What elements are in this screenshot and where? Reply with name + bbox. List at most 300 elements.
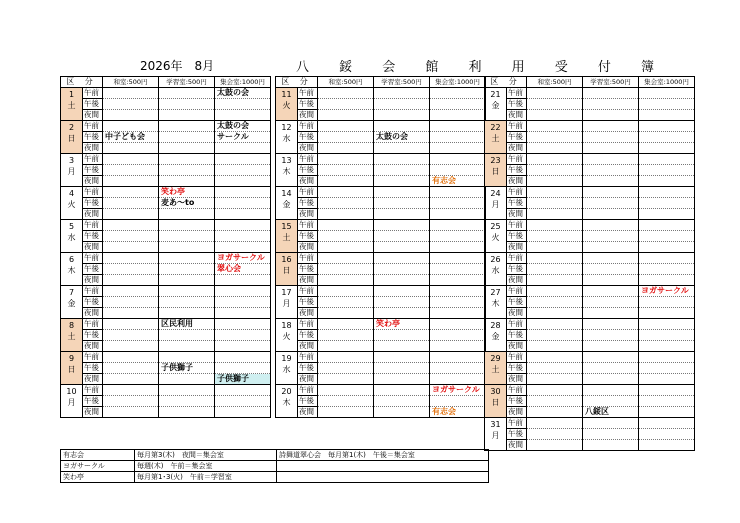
reservation-cell[interactable] <box>639 99 695 110</box>
reservation-cell[interactable] <box>639 209 695 220</box>
reservation-cell[interactable] <box>583 99 639 110</box>
period-label: 午前 <box>298 121 318 132</box>
day-cell <box>485 286 507 319</box>
reservation-cell[interactable] <box>159 154 215 165</box>
reservation-cell[interactable] <box>527 319 583 330</box>
reservation-cell[interactable] <box>215 110 271 121</box>
reservation-cell[interactable] <box>374 396 430 407</box>
reservation-cell[interactable] <box>318 330 374 341</box>
reservation-cell[interactable] <box>318 231 374 242</box>
reservation-cell[interactable] <box>430 275 486 286</box>
reservation-cell[interactable] <box>215 341 271 352</box>
reservation-cell[interactable] <box>639 418 695 429</box>
reservation-cell[interactable] <box>527 143 583 154</box>
reservation-cell[interactable] <box>159 165 215 176</box>
reservation-cell[interactable] <box>318 352 374 363</box>
reservation-cell[interactable] <box>527 187 583 198</box>
reservation-cell[interactable] <box>215 319 271 330</box>
reservation-cell[interactable] <box>374 341 430 352</box>
reservation-cell[interactable]: ヨガサークル <box>215 253 271 264</box>
reservation-cell[interactable] <box>527 209 583 220</box>
reservation-cell[interactable] <box>318 154 374 165</box>
period-label: 午前 <box>298 352 318 363</box>
reservation-cell[interactable] <box>430 264 486 275</box>
reservation-cell[interactable] <box>430 319 486 330</box>
table-row <box>61 374 271 385</box>
reservation-cell[interactable] <box>583 341 639 352</box>
reservation-cell[interactable] <box>159 275 215 286</box>
reservation-cell[interactable] <box>583 396 639 407</box>
reservation-cell[interactable] <box>639 253 695 264</box>
reservation-cell[interactable] <box>215 143 271 154</box>
reservation-cell[interactable] <box>159 176 215 187</box>
reservation-cell[interactable] <box>583 121 639 132</box>
reservation-cell[interactable] <box>583 330 639 341</box>
reservation-cell[interactable] <box>215 385 271 396</box>
reservation-cell[interactable] <box>583 385 639 396</box>
reservation-cell[interactable] <box>374 385 430 396</box>
reservation-cell[interactable] <box>103 187 159 198</box>
reservation-cell[interactable] <box>318 242 374 253</box>
reservation-cell[interactable] <box>103 308 159 319</box>
reservation-cell[interactable] <box>527 220 583 231</box>
reservation-cell[interactable] <box>374 88 430 99</box>
reservation-cell[interactable] <box>103 209 159 220</box>
reservation-cell[interactable] <box>430 187 486 198</box>
reservation-cell[interactable] <box>318 165 374 176</box>
reservation-cell[interactable] <box>374 264 430 275</box>
reservation-cell[interactable] <box>215 198 271 209</box>
reservation-cell[interactable] <box>583 319 639 330</box>
reservation-cell[interactable] <box>583 308 639 319</box>
reservation-cell[interactable] <box>374 407 430 418</box>
reservation-cell[interactable] <box>374 352 430 363</box>
table-row <box>61 198 271 209</box>
reservation-cell[interactable] <box>583 132 639 143</box>
reservation-cell[interactable] <box>318 319 374 330</box>
reservation-cell[interactable] <box>103 88 159 99</box>
reservation-cell[interactable] <box>318 121 374 132</box>
reservation-cell[interactable] <box>527 396 583 407</box>
reservation-cell[interactable] <box>527 176 583 187</box>
reservation-cell[interactable] <box>583 220 639 231</box>
reservation-cell[interactable] <box>103 264 159 275</box>
reservation-cell[interactable] <box>639 220 695 231</box>
reservation-cell[interactable] <box>639 132 695 143</box>
reservation-cell[interactable] <box>430 341 486 352</box>
reservation-cell[interactable] <box>527 231 583 242</box>
reservation-cell[interactable]: 子供獅子 <box>159 363 215 374</box>
reservation-cell[interactable] <box>103 374 159 385</box>
table-row <box>485 209 695 220</box>
reservation-cell[interactable] <box>374 297 430 308</box>
reservation-cell[interactable] <box>639 352 695 363</box>
reservation-cell[interactable] <box>215 231 271 242</box>
reservation-cell[interactable] <box>103 341 159 352</box>
reservation-cell[interactable] <box>639 330 695 341</box>
reservation-cell[interactable] <box>430 330 486 341</box>
period-label: 午前 <box>298 253 318 264</box>
reservation-cell[interactable] <box>103 242 159 253</box>
reservation-cell[interactable] <box>639 275 695 286</box>
reservation-cell[interactable] <box>374 308 430 319</box>
period-label: 午後 <box>83 264 103 275</box>
reservation-cell[interactable] <box>159 308 215 319</box>
reservation-cell[interactable] <box>374 143 430 154</box>
reservation-cell[interactable] <box>527 374 583 385</box>
reservation-cell[interactable] <box>159 110 215 121</box>
reservation-cell[interactable] <box>374 99 430 110</box>
reservation-cell[interactable] <box>215 396 271 407</box>
reservation-cell[interactable] <box>103 154 159 165</box>
reservation-cell[interactable] <box>103 352 159 363</box>
reservation-cell[interactable] <box>639 176 695 187</box>
reservation-cell[interactable] <box>639 385 695 396</box>
reservation-cell[interactable] <box>318 286 374 297</box>
reservation-cell[interactable] <box>215 165 271 176</box>
reservation-cell[interactable] <box>318 275 374 286</box>
reservation-cell[interactable] <box>215 297 271 308</box>
reservation-cell[interactable] <box>215 363 271 374</box>
day-number: 28 <box>490 321 501 330</box>
reservation-cell[interactable] <box>639 407 695 418</box>
reservation-cell[interactable] <box>583 176 639 187</box>
reservation-cell[interactable]: 八鋖区 <box>583 407 639 418</box>
reservation-cell[interactable] <box>318 407 374 418</box>
reservation-cell[interactable] <box>159 242 215 253</box>
reservation-cell[interactable] <box>103 286 159 297</box>
day-of-week: 土 <box>282 233 291 242</box>
reservation-cell[interactable] <box>583 88 639 99</box>
reservation-cell[interactable] <box>527 352 583 363</box>
reservation-cell[interactable] <box>215 286 271 297</box>
reservation-cell[interactable] <box>430 231 486 242</box>
reservation-cell[interactable] <box>215 99 271 110</box>
reservation-cell[interactable] <box>430 132 486 143</box>
reservation-cell[interactable] <box>103 143 159 154</box>
reservation-cell[interactable] <box>527 440 583 451</box>
reservation-cell[interactable] <box>527 165 583 176</box>
reservation-cell[interactable] <box>374 187 430 198</box>
reservation-cell[interactable]: 有志会 <box>430 407 486 418</box>
reservation-cell[interactable] <box>374 110 430 121</box>
reservation-cell[interactable] <box>430 165 486 176</box>
reservation-cell[interactable] <box>527 286 583 297</box>
reservation-cell[interactable] <box>527 429 583 440</box>
reservation-cell[interactable] <box>318 385 374 396</box>
reservation-cell[interactable]: サークル <box>215 132 271 143</box>
reservation-cell[interactable] <box>583 352 639 363</box>
reservation-cell[interactable] <box>318 297 374 308</box>
reservation-cell[interactable] <box>639 264 695 275</box>
reservation-cell[interactable] <box>430 209 486 220</box>
reservation-cell[interactable] <box>639 396 695 407</box>
reservation-cell[interactable] <box>215 187 271 198</box>
reservation-cell[interactable] <box>103 176 159 187</box>
reservation-cell[interactable] <box>159 132 215 143</box>
reservation-cell[interactable] <box>583 374 639 385</box>
reservation-cell[interactable] <box>430 121 486 132</box>
day-of-week: 火 <box>282 332 291 341</box>
reservation-cell[interactable] <box>430 198 486 209</box>
reservation-cell[interactable] <box>583 363 639 374</box>
reservation-cell[interactable] <box>103 297 159 308</box>
reservation-cell[interactable] <box>374 253 430 264</box>
reservation-cell[interactable] <box>583 297 639 308</box>
reservation-cell[interactable] <box>159 407 215 418</box>
reservation-cell[interactable]: 中子ども会 <box>103 132 159 143</box>
period-label: 夜間 <box>298 143 318 154</box>
reservation-cell[interactable] <box>583 231 639 242</box>
reservation-cell[interactable] <box>430 154 486 165</box>
reservation-cell[interactable] <box>159 264 215 275</box>
reservation-cell[interactable] <box>639 308 695 319</box>
reservation-cell[interactable] <box>430 110 486 121</box>
reservation-cell[interactable] <box>527 418 583 429</box>
reservation-cell[interactable] <box>318 341 374 352</box>
reservation-cell[interactable] <box>527 407 583 418</box>
reservation-cell[interactable] <box>159 88 215 99</box>
reservation-cell[interactable] <box>583 165 639 176</box>
reservation-cell[interactable] <box>430 297 486 308</box>
period-label: 午後 <box>83 297 103 308</box>
reservation-cell[interactable] <box>159 231 215 242</box>
reservation-cell[interactable] <box>430 286 486 297</box>
reservation-cell[interactable] <box>159 330 215 341</box>
reservation-cell[interactable] <box>639 363 695 374</box>
reservation-cell[interactable] <box>159 385 215 396</box>
reservation-cell[interactable] <box>639 440 695 451</box>
reservation-cell[interactable]: 麦あ～to <box>159 198 215 209</box>
table-row <box>276 264 486 275</box>
reservation-cell[interactable] <box>318 264 374 275</box>
reservation-cell[interactable] <box>527 275 583 286</box>
reservation-cell[interactable] <box>527 198 583 209</box>
reservation-cell[interactable] <box>374 286 430 297</box>
reservation-cell[interactable] <box>215 407 271 418</box>
reservation-cell[interactable] <box>318 132 374 143</box>
reservation-cell[interactable] <box>103 330 159 341</box>
reservation-cell[interactable]: 笑わ亭 <box>374 319 430 330</box>
reservation-cell[interactable] <box>430 220 486 231</box>
day-number: 30 <box>490 387 501 396</box>
reservation-cell[interactable] <box>583 110 639 121</box>
reservation-cell[interactable] <box>527 154 583 165</box>
reservation-cell[interactable] <box>103 407 159 418</box>
reservation-cell[interactable] <box>159 143 215 154</box>
reservation-cell[interactable] <box>583 418 639 429</box>
reservation-cell[interactable] <box>430 396 486 407</box>
table-row <box>61 286 271 297</box>
reservation-cell[interactable] <box>639 297 695 308</box>
reservation-cell[interactable] <box>527 363 583 374</box>
reservation-cell[interactable] <box>318 99 374 110</box>
reservation-cell[interactable] <box>103 198 159 209</box>
reservation-cell[interactable] <box>430 363 486 374</box>
reservation-cell[interactable] <box>583 253 639 264</box>
reservation-cell[interactable]: 太鼓の会 <box>215 88 271 99</box>
reservation-cell[interactable] <box>527 341 583 352</box>
reservation-cell[interactable] <box>374 220 430 231</box>
reservation-cell[interactable] <box>430 308 486 319</box>
reservation-cell[interactable] <box>430 242 486 253</box>
reservation-cell[interactable] <box>159 220 215 231</box>
reservation-cell[interactable] <box>215 242 271 253</box>
reservation-cell[interactable] <box>318 253 374 264</box>
reservation-cell[interactable] <box>639 242 695 253</box>
reservation-cell[interactable] <box>103 396 159 407</box>
reservation-cell[interactable] <box>527 132 583 143</box>
reservation-cell[interactable] <box>374 121 430 132</box>
reservation-cell[interactable] <box>430 253 486 264</box>
reservation-cell[interactable]: 翠心会 <box>215 264 271 275</box>
reservation-cell[interactable] <box>159 341 215 352</box>
reservation-cell[interactable] <box>103 99 159 110</box>
reservation-cell[interactable] <box>639 165 695 176</box>
reservation-cell[interactable] <box>430 374 486 385</box>
reservation-cell[interactable] <box>639 319 695 330</box>
period-label: 午後 <box>83 231 103 242</box>
reservation-cell[interactable]: ヨガサークル <box>430 385 486 396</box>
day-cell <box>61 88 83 121</box>
reservation-cell[interactable]: 太鼓の会 <box>374 132 430 143</box>
reservation-cell[interactable] <box>318 374 374 385</box>
reservation-cell[interactable] <box>527 99 583 110</box>
shukai-header: 集会室:1000円 <box>639 77 695 88</box>
reservation-cell[interactable] <box>318 176 374 187</box>
reservation-cell[interactable] <box>639 110 695 121</box>
reservation-cell[interactable] <box>639 231 695 242</box>
reservation-cell[interactable] <box>318 396 374 407</box>
reservation-cell[interactable] <box>159 396 215 407</box>
reservation-cell[interactable]: ヨガサークル <box>639 286 695 297</box>
table-row <box>276 341 486 352</box>
reservation-cell[interactable] <box>318 187 374 198</box>
reservation-cell[interactable] <box>639 198 695 209</box>
reservation-cell[interactable] <box>639 341 695 352</box>
reservation-cell[interactable] <box>583 209 639 220</box>
reservation-cell[interactable]: 有志会 <box>430 176 486 187</box>
reservation-cell[interactable] <box>374 242 430 253</box>
reservation-cell[interactable] <box>103 220 159 231</box>
reservation-cell[interactable] <box>103 319 159 330</box>
reservation-cell[interactable] <box>639 88 695 99</box>
reservation-cell[interactable] <box>159 286 215 297</box>
reservation-cell[interactable] <box>430 88 486 99</box>
reservation-cell[interactable] <box>430 352 486 363</box>
reservation-cell[interactable] <box>159 99 215 110</box>
reservation-cell[interactable] <box>527 264 583 275</box>
reservation-cell[interactable] <box>215 176 271 187</box>
reservation-cell[interactable] <box>318 209 374 220</box>
reservation-cell[interactable]: 太鼓の会 <box>215 121 271 132</box>
reservation-cell[interactable] <box>639 374 695 385</box>
reservation-cell[interactable] <box>103 385 159 396</box>
reservation-cell[interactable] <box>318 308 374 319</box>
reservation-cell[interactable] <box>215 352 271 363</box>
reservation-cell[interactable] <box>583 275 639 286</box>
reservation-cell[interactable] <box>527 110 583 121</box>
reservation-cell[interactable] <box>103 363 159 374</box>
reservation-cell[interactable] <box>639 154 695 165</box>
reservation-cell[interactable] <box>103 231 159 242</box>
reservation-cell[interactable] <box>583 198 639 209</box>
reservation-cell[interactable] <box>374 154 430 165</box>
reservation-cell[interactable] <box>318 110 374 121</box>
reservation-cell[interactable] <box>103 253 159 264</box>
reservation-cell[interactable] <box>583 154 639 165</box>
reservation-cell[interactable] <box>159 374 215 385</box>
reservation-cell[interactable] <box>583 440 639 451</box>
reservation-cell[interactable] <box>159 297 215 308</box>
reservation-cell[interactable] <box>159 121 215 132</box>
reservation-cell[interactable] <box>527 297 583 308</box>
reservation-cell[interactable] <box>318 220 374 231</box>
reservation-cell[interactable] <box>639 143 695 154</box>
reservation-cell[interactable] <box>215 154 271 165</box>
reservation-cell[interactable] <box>374 176 430 187</box>
reservation-cell[interactable] <box>318 143 374 154</box>
reservation-cell[interactable] <box>103 110 159 121</box>
reservation-cell[interactable] <box>103 165 159 176</box>
reservation-cell[interactable] <box>527 88 583 99</box>
reservation-cell[interactable] <box>215 308 271 319</box>
reservation-cell[interactable] <box>215 209 271 220</box>
reservation-cell[interactable] <box>318 198 374 209</box>
reservation-cell[interactable] <box>583 286 639 297</box>
reservation-cell[interactable] <box>527 253 583 264</box>
reservation-cell[interactable] <box>583 264 639 275</box>
reservation-cell[interactable] <box>318 363 374 374</box>
reservation-cell[interactable]: 笑わ亭 <box>159 187 215 198</box>
reservation-cell[interactable] <box>374 374 430 385</box>
reservation-cell[interactable]: 子供獅子 <box>215 374 271 385</box>
reservation-cell[interactable]: 区民利用 <box>159 319 215 330</box>
reservation-cell[interactable] <box>374 330 430 341</box>
reservation-cell[interactable] <box>639 187 695 198</box>
reservation-cell[interactable] <box>527 121 583 132</box>
reservation-cell[interactable] <box>215 275 271 286</box>
reservation-cell[interactable] <box>215 330 271 341</box>
reservation-cell[interactable] <box>639 429 695 440</box>
reservation-cell[interactable] <box>527 330 583 341</box>
reservation-cell[interactable] <box>430 143 486 154</box>
reservation-cell[interactable] <box>374 275 430 286</box>
reservation-cell[interactable] <box>159 352 215 363</box>
reservation-cell[interactable] <box>103 275 159 286</box>
reservation-cell[interactable] <box>430 99 486 110</box>
reservation-cell[interactable] <box>583 242 639 253</box>
reservation-cell[interactable] <box>374 198 430 209</box>
reservation-cell[interactable] <box>639 121 695 132</box>
reservation-cell[interactable] <box>583 187 639 198</box>
reservation-cell[interactable] <box>527 385 583 396</box>
reservation-cell[interactable] <box>527 242 583 253</box>
reservation-cell[interactable] <box>159 253 215 264</box>
reservation-cell[interactable] <box>527 308 583 319</box>
reservation-cell[interactable] <box>374 231 430 242</box>
reservation-cell[interactable] <box>318 88 374 99</box>
reservation-cell[interactable] <box>374 209 430 220</box>
reservation-cell[interactable] <box>374 363 430 374</box>
reservation-cell[interactable] <box>159 209 215 220</box>
reservation-cell[interactable] <box>583 429 639 440</box>
reservation-cell[interactable] <box>215 220 271 231</box>
reservation-cell[interactable] <box>103 121 159 132</box>
reservation-cell[interactable] <box>583 143 639 154</box>
reservation-cell[interactable] <box>374 165 430 176</box>
period-label: 午前 <box>507 121 527 132</box>
